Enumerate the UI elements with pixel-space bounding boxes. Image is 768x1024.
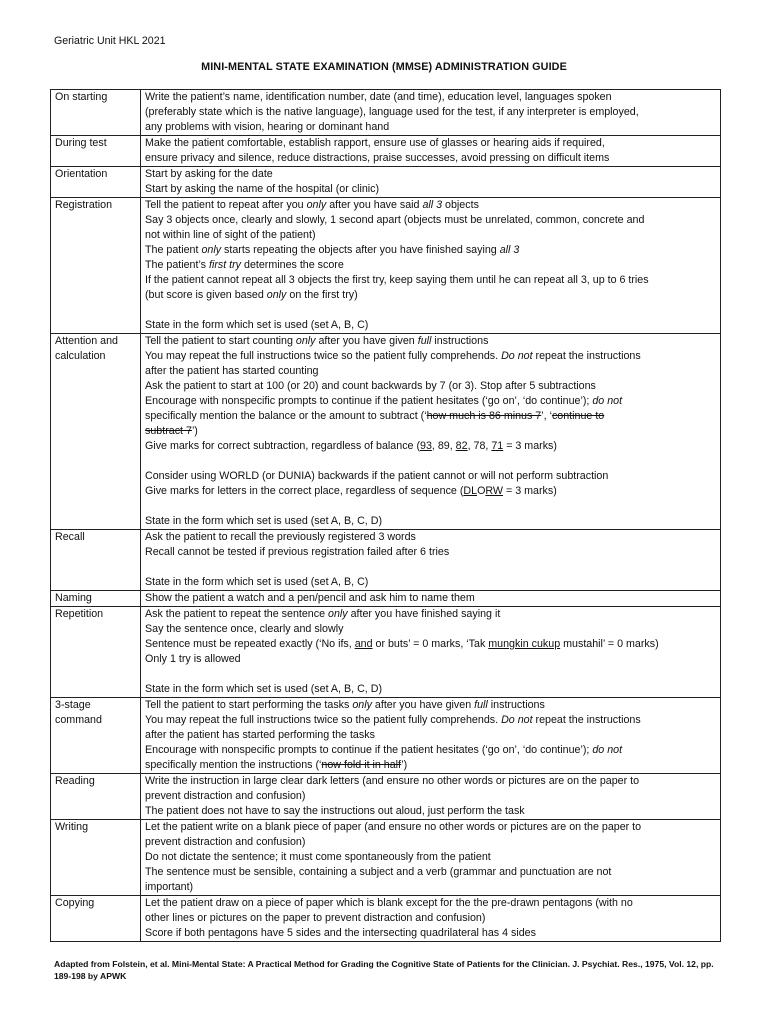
instruction-line xyxy=(145,758,716,773)
text-run: not within line of sight of the patient) xyxy=(145,229,316,241)
text-run: O xyxy=(477,485,486,497)
emphasis-text: only xyxy=(328,608,348,620)
text-run: Start by asking for the date xyxy=(145,168,273,180)
text-run: , 78, xyxy=(467,440,492,452)
emphasis-text: only xyxy=(306,199,327,211)
emphasis-text: Do not xyxy=(501,714,533,726)
instruction-line xyxy=(145,105,716,120)
guide-row xyxy=(51,334,721,530)
guide-row xyxy=(51,591,721,607)
text-run: after you have given xyxy=(315,335,418,347)
text-run: You may repeat the full instructions twice so the patient fully comprehends. xyxy=(145,714,502,726)
text-run: prevent distraction and confusion) xyxy=(145,790,306,802)
section-instructions xyxy=(141,591,721,607)
section-instructions xyxy=(141,820,721,896)
instruction-line xyxy=(145,258,716,273)
text-run: Ask the patient to repeat the sentence xyxy=(145,608,328,620)
section-instructions xyxy=(141,167,721,198)
guide-row xyxy=(51,774,721,820)
text-run: after you have given xyxy=(371,699,475,711)
text-run: = 3 marks) xyxy=(503,485,557,497)
instruction-line xyxy=(145,182,716,197)
underlined-text: and xyxy=(354,638,373,650)
section-label: During test xyxy=(51,136,141,167)
text-run: Make the patient comfortable, establish rapport, ensure use of glasses or hearing aids if required, xyxy=(145,137,605,149)
section-label: Copying xyxy=(51,896,141,942)
instruction-line xyxy=(145,835,716,850)
emphasis-text: do not xyxy=(592,395,623,407)
instruction-line xyxy=(145,288,716,303)
instruction-line xyxy=(145,394,716,409)
instruction-line xyxy=(145,243,716,258)
section-label: Reading xyxy=(51,774,141,820)
instruction-line xyxy=(145,364,716,379)
text-run: Write the patient’s name, identification number, date (and time), education level, languages spoken xyxy=(145,91,612,103)
emphasis-text: full xyxy=(474,699,488,711)
instruction-line xyxy=(145,469,716,484)
instruction-line xyxy=(145,591,716,606)
instruction-line xyxy=(145,151,716,166)
text-run: You may repeat the full instructions twice so the patient fully comprehends. xyxy=(145,350,502,362)
text-run: (but score is given based xyxy=(145,289,267,301)
emphasis-text: do not xyxy=(592,744,623,756)
section-label: Repetition xyxy=(51,607,141,698)
text-run: important) xyxy=(145,881,194,893)
instruction-line xyxy=(145,698,716,713)
text-run: Encourage with nonspecific prompts to continue if the patient hesitates (‘go on’, ‘do continue’); xyxy=(145,395,593,407)
section-instructions xyxy=(141,774,721,820)
instruction-line xyxy=(145,530,716,545)
text-run: Let the patient draw on a piece of paper which is blank except for the the pre-drawn pentagons (with no xyxy=(145,897,633,909)
section-instructions xyxy=(141,530,721,591)
underlined-text: 71 xyxy=(491,440,504,452)
text-run: Ask the patient to recall the previously registered 3 words xyxy=(145,531,416,543)
instruction-line xyxy=(145,850,716,865)
text-run: Consider using WORLD (or DUNIA) backwards if the patient cannot or will not perform subtraction xyxy=(145,470,609,482)
instruction-line xyxy=(145,439,716,454)
text-run: Sentence must be repeated exactly (‘No ifs, xyxy=(145,638,355,650)
instruction-line xyxy=(145,880,716,895)
instruction-line xyxy=(145,484,716,499)
instruction-line xyxy=(145,713,716,728)
text-run: State in the form which set is used (set A, B, C, D) xyxy=(145,515,382,527)
emphasis-text: only xyxy=(352,699,372,711)
blank-line xyxy=(145,560,716,575)
struck-text: how much is 86 minus 7 xyxy=(426,410,542,422)
instruction-line xyxy=(145,575,716,590)
section-label: 3-stage command xyxy=(51,698,141,774)
blank-line xyxy=(145,667,716,682)
text-run: ’) xyxy=(191,425,198,437)
instruction-line xyxy=(145,637,716,652)
instruction-line xyxy=(145,409,716,424)
section-instructions xyxy=(141,896,721,942)
instruction-line xyxy=(145,607,716,622)
instruction-line xyxy=(145,167,716,182)
text-run: after the patient has started performing the tasks xyxy=(145,729,375,741)
emphasis-text: only xyxy=(201,244,222,256)
emphasis-text: all 3 xyxy=(499,244,520,256)
instruction-line xyxy=(145,774,716,789)
instruction-line xyxy=(145,622,716,637)
guide-row xyxy=(51,90,721,136)
text-run: repeat the instructions xyxy=(532,714,641,726)
text-run: other lines or pictures on the paper to prevent distraction and confusion) xyxy=(145,912,486,924)
guide-row xyxy=(51,167,721,198)
emphasis-text: only xyxy=(266,289,287,301)
instruction-line xyxy=(145,789,716,804)
guide-table-body xyxy=(51,90,721,942)
instruction-line xyxy=(145,349,716,364)
instruction-line xyxy=(145,652,716,667)
text-run: State in the form which set is used (set A, B, C) xyxy=(145,576,369,588)
text-run: prevent distraction and confusion) xyxy=(145,836,306,848)
section-instructions xyxy=(141,198,721,334)
underlined-text: mungkin cukup xyxy=(488,638,561,650)
text-run: ensure privacy and silence, reduce distractions, praise successes, avoid pressing on difficult items xyxy=(145,152,610,164)
text-run: = 3 marks) xyxy=(503,440,557,452)
guide-row xyxy=(51,198,721,334)
text-run: Score if both pentagons have 5 sides and the intersecting quadrilateral has 4 sides xyxy=(145,927,536,939)
text-run: determines the score xyxy=(241,259,344,271)
instruction-line xyxy=(145,926,716,941)
document-title: MINI-MENTAL STATE EXAMINATION (MMSE) ADMINISTRATION GUIDE xyxy=(201,61,567,73)
text-run: Give marks for letters in the correct place, regardless of sequence ( xyxy=(145,485,464,497)
text-run: The patient xyxy=(145,244,202,256)
emphasis-text: only xyxy=(295,335,316,347)
unit-header: Geriatric Unit HKL 2021 xyxy=(54,35,166,47)
section-label: Recall xyxy=(51,530,141,591)
text-run: ’, ‘ xyxy=(541,410,552,422)
instruction-line xyxy=(145,334,716,349)
section-instructions xyxy=(141,136,721,167)
text-run: Tell the patient to start counting xyxy=(145,335,296,347)
blank-line xyxy=(145,454,716,469)
instruction-line xyxy=(145,318,716,333)
text-run: Say the sentence once, clearly and slowly xyxy=(145,623,344,635)
text-run: State in the form which set is used (set A, B, C, D) xyxy=(145,683,382,695)
section-label: Attention and calculation xyxy=(51,334,141,530)
section-label: Registration xyxy=(51,198,141,334)
reference-footnote: Adapted from Folstein, et al. Mini-Mental State: A Practical Method for Grading the Cognitive State of Patients for the Clinician. J. Psychiat. Res., 1975, Vol. 12, pp. 189-198 by APWK xyxy=(54,959,714,981)
text-run: Tell the patient to repeat after you xyxy=(145,199,307,211)
text-run: The patient does not have to say the instructions out aloud, just perform the task xyxy=(145,805,525,817)
text-run: any problems with vision, hearing or dominant hand xyxy=(145,121,390,133)
underlined-text: 82 xyxy=(455,440,468,452)
instruction-line xyxy=(145,865,716,880)
instruction-line xyxy=(145,820,716,835)
instruction-line xyxy=(145,545,716,560)
instruction-line xyxy=(145,273,716,288)
instruction-line xyxy=(145,213,716,228)
section-label: Naming xyxy=(51,591,141,607)
section-label: Writing xyxy=(51,820,141,896)
instruction-line xyxy=(145,728,716,743)
instruction-line xyxy=(145,804,716,819)
text-run: objects xyxy=(442,199,479,211)
text-run: Show the patient a watch and a pen/pencil and ask him to name them xyxy=(145,592,475,604)
text-run: Say 3 objects once, clearly and slowly, 1 second apart (objects must be unrelated, common, concrete and xyxy=(145,214,645,226)
section-label: Orientation xyxy=(51,167,141,198)
emphasis-text: full xyxy=(417,335,432,347)
text-run: after you have said xyxy=(326,199,423,211)
text-run: Tell the patient to start performing the tasks xyxy=(145,699,353,711)
emphasis-text: all 3 xyxy=(422,199,443,211)
instruction-line xyxy=(145,424,716,439)
emphasis-text: first try xyxy=(208,259,242,271)
instruction-line xyxy=(145,379,716,394)
blank-line xyxy=(145,499,716,514)
guide-row xyxy=(51,530,721,591)
struck-text: now fold it in half xyxy=(321,759,402,771)
underlined-text: DL xyxy=(463,485,478,497)
text-run: Encourage with nonspecific prompts to continue if the patient hesitates (‘go on’, ‘do continue’); xyxy=(145,744,593,756)
instruction-line xyxy=(145,228,716,243)
section-instructions xyxy=(141,334,721,530)
section-instructions xyxy=(141,698,721,774)
text-run: instructions xyxy=(487,699,545,711)
instruction-line xyxy=(145,896,716,911)
struck-text: continue to xyxy=(551,410,605,422)
instruction-line xyxy=(145,90,716,105)
text-run: (preferably state which is the native language), language used for the test, if any interpreter is employed, xyxy=(145,106,639,118)
text-run: Give marks for correct subtraction, regardless of balance ( xyxy=(145,440,421,452)
text-run: The patient’s xyxy=(145,259,209,271)
text-run: specifically mention the instructions (‘ xyxy=(145,759,322,771)
instruction-line xyxy=(145,743,716,758)
instruction-line xyxy=(145,514,716,529)
blank-line xyxy=(145,303,716,318)
struck-text: subtract 7 xyxy=(145,425,192,437)
text-run: The sentence must be sensible, containing a subject and a verb (grammar and punctuation are not xyxy=(145,866,612,878)
section-instructions xyxy=(141,607,721,698)
text-run: on the first try) xyxy=(286,289,358,301)
text-run: Only 1 try is allowed xyxy=(145,653,241,665)
text-run: after the patient has started counting xyxy=(145,365,319,377)
emphasis-text: Do not xyxy=(501,350,533,362)
text-run: State in the form which set is used (set A, B, C) xyxy=(145,319,369,331)
text-run: Ask the patient to start at 100 (or 20) and count backwards by 7 (or 3). Stop after 5 subtractions xyxy=(145,380,596,392)
instruction-line xyxy=(145,911,716,926)
underlined-text: RW xyxy=(485,485,504,497)
guide-row xyxy=(51,820,721,896)
instruction-line xyxy=(145,136,716,151)
guide-row xyxy=(51,896,721,942)
text-run: Write the instruction in large clear dark letters (and ensure no other words or pictures are on the paper to xyxy=(145,775,640,787)
text-run: ’) xyxy=(401,759,408,771)
text-run: mustahil’ = 0 marks) xyxy=(560,638,659,650)
guide-row xyxy=(51,698,721,774)
instruction-line xyxy=(145,682,716,697)
guide-row xyxy=(51,607,721,698)
section-instructions xyxy=(141,90,721,136)
text-run: starts repeating the objects after you have finished saying xyxy=(221,244,500,256)
guide-row xyxy=(51,136,721,167)
text-run: , 89, xyxy=(431,440,456,452)
text-run: repeat the instructions xyxy=(532,350,641,362)
text-run: or buts’ = 0 marks, ‘Tak xyxy=(372,638,489,650)
text-run: instructions xyxy=(431,335,489,347)
section-label: On starting xyxy=(51,90,141,136)
administration-guide-table xyxy=(50,89,721,942)
text-run: specifically mention the balance or the amount to subtract (‘ xyxy=(145,410,427,422)
underlined-text: 93 xyxy=(420,440,432,452)
instruction-line xyxy=(145,198,716,213)
text-run: Recall cannot be tested if previous registration failed after 6 tries xyxy=(145,546,450,558)
text-run: after you have finished saying it xyxy=(347,608,501,620)
text-run: Start by asking the name of the hospital (or clinic) xyxy=(145,183,380,195)
text-run: Do not dictate the sentence; it must come spontaneously from the patient xyxy=(145,851,491,863)
instruction-line xyxy=(145,120,716,135)
text-run: Let the patient write on a blank piece of paper (and ensure no other words or pictures are on the paper to xyxy=(145,821,642,833)
text-run: If the patient cannot repeat all 3 objects the first try, keep saying them until he can repeat all 3, up to 6 tries xyxy=(145,274,649,286)
